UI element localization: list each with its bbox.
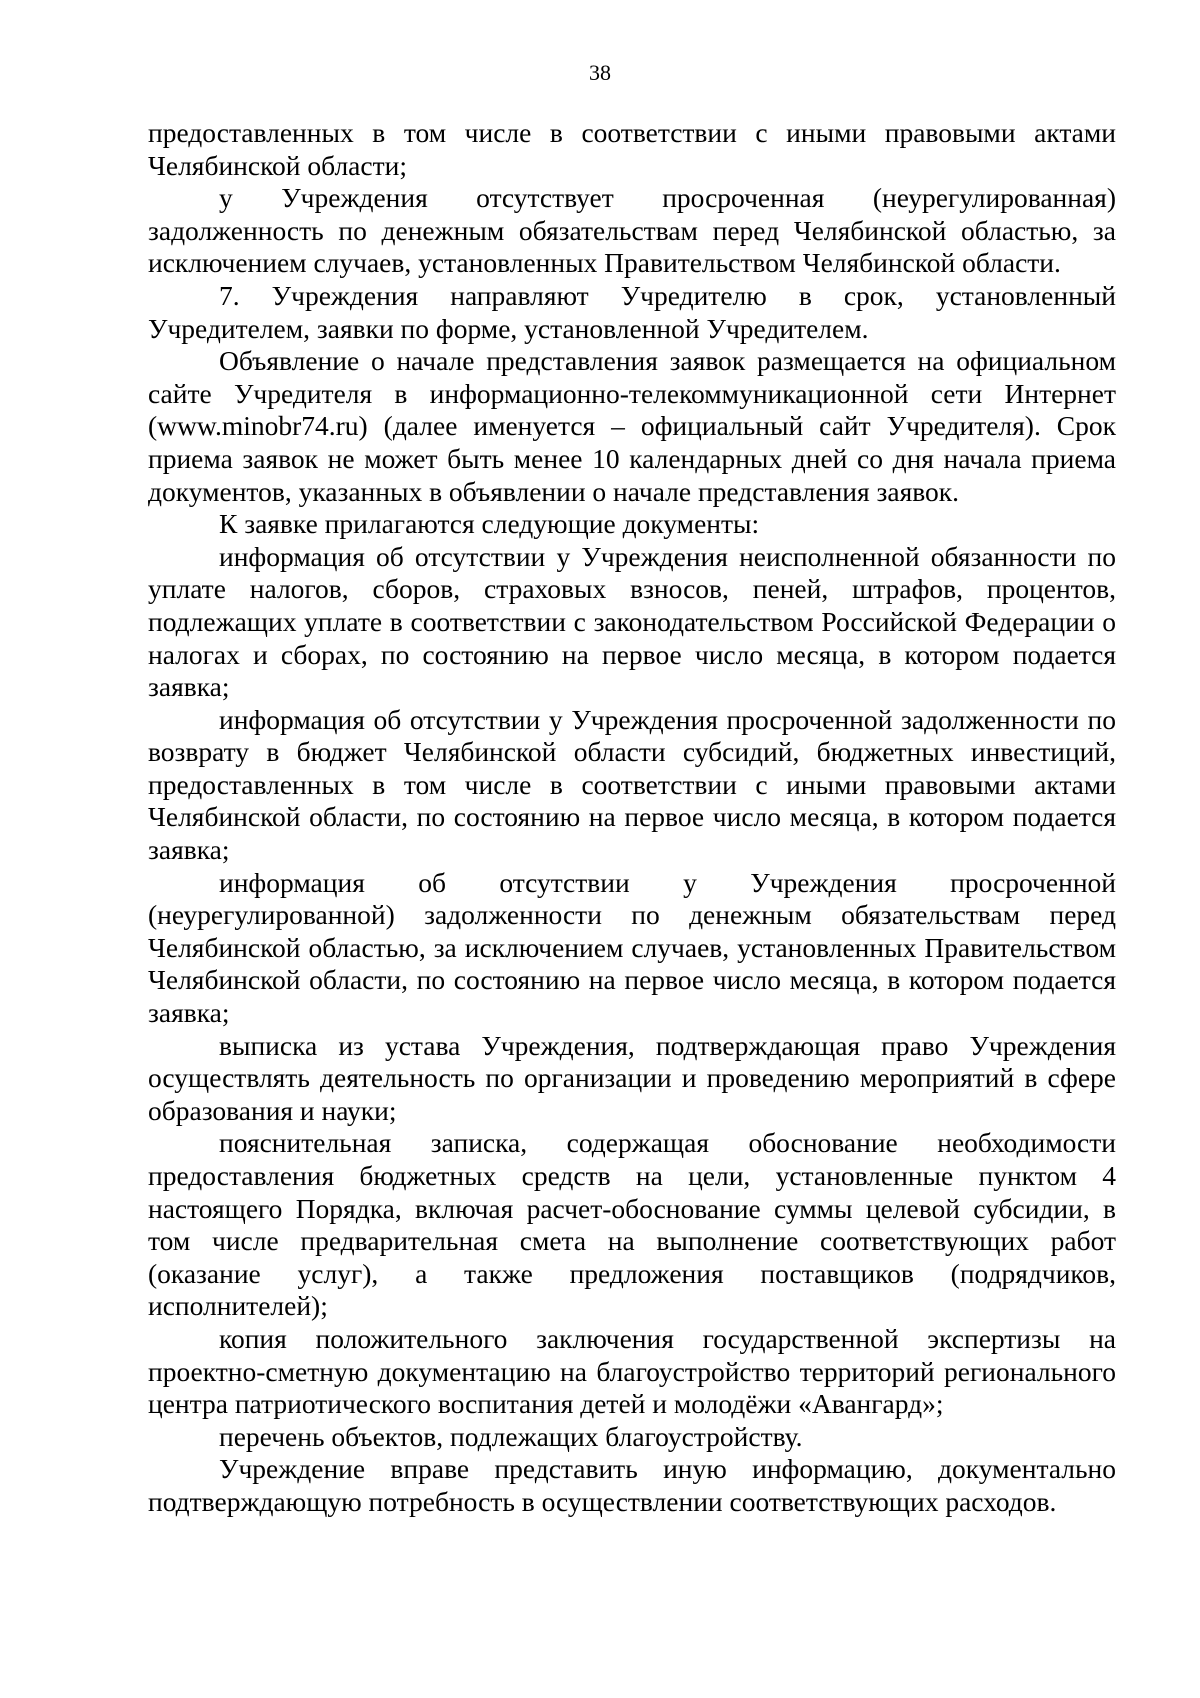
paragraph-continuation: предоставленных в том числе в соответствии с иными правовыми актами Челябинской области; bbox=[148, 117, 1116, 181]
paragraph-announcement: Объявление о начале представления заявок размещается на официальном сайте Учредителя в информационно-телекоммуникационной сети Интернет (www.minobr74.ru) (далее именуется – официальный сайт Учредителя). Срок приема заявок не может быть менее 10 календарных дней со дня начала приема документов, указанных в объявлении о начале представления заявок. bbox=[148, 345, 1116, 507]
paragraph-unsettled-debt-info: информация об отсутствии у Учреждения просроченной (неурегулированной) задолженности по денежным обязательствам перед Челябинской областью, за исключением случаев, установленных Правительством Челябинской области, по состоянию на первое число месяца, в котором подается заявка; bbox=[148, 866, 1116, 1029]
paragraph-expertise-copy: копия положительного заключения государственной экспертизы на проектно-сметную документацию на благоустройство территорий регионального центра патриотического воспитания детей и молодёжи «Авангард»; bbox=[148, 1322, 1116, 1420]
paragraph-explanatory-note: пояснительная записка, содержащая обоснование необходимости предоставления бюджетных средств на цели, установленные пунктом 4 настоящего Порядка, включая расчет-обоснование суммы целевой субсидии, в том числе предварительная смета на выполнение соответствующих работ (оказание услуг), а также предложения поставщиков (подрядчиков, исполнителей); bbox=[148, 1127, 1116, 1322]
paragraph-item-7: 7. Учреждения направляют Учредителю в срок, установленный Учредителем, заявки по форме, установленной Учредителем. bbox=[148, 279, 1116, 344]
paragraph-charter-extract: выписка из устава Учреждения, подтверждающая право Учреждения осуществлять деятельность по организации и проведению мероприятий в сфере образования и науки; bbox=[148, 1029, 1116, 1126]
paragraph-budget-debt-info: информация об отсутствии у Учреждения просроченной задолженности по возврату в бюджет Челябинской области субсидий, бюджетных инвестиций, предоставленных в том числе в соответствии с иными правовыми актами Челябинской области, по состоянию на первое число месяца, в котором подается заявка; bbox=[148, 703, 1116, 866]
paragraph-tax-info: информация об отсутствии у Учреждения неисполненной обязанности по уплате налогов, сборов, страховых взносов, пеней, штрафов, процентов, подлежащих уплате в соответствии с законодательством Российской Федерации о налогах и сборах, по состоянию на первое число месяца, в котором подается заявка; bbox=[148, 540, 1116, 703]
page-number: 38 bbox=[589, 60, 611, 85]
paragraph-other-info: Учреждение вправе представить иную информацию, документально подтверждающую потребность в осуществлении соответствующих расходов. bbox=[148, 1453, 1116, 1517]
document-body bbox=[148, 117, 1116, 1519]
paragraph-objects-list: перечень объектов, подлежащих благоустройству. bbox=[219, 1420, 803, 1452]
paragraph-no-debt-condition: у Учреждения отсутствует просроченная (неурегулированная) задолженность по денежным обязательствам перед Челябинской областью, за исключением случаев, установленных Правительством Челябинской области. bbox=[148, 182, 1116, 279]
paragraph-documents-intro: К заявке прилагаются следующие документы: bbox=[219, 508, 760, 540]
